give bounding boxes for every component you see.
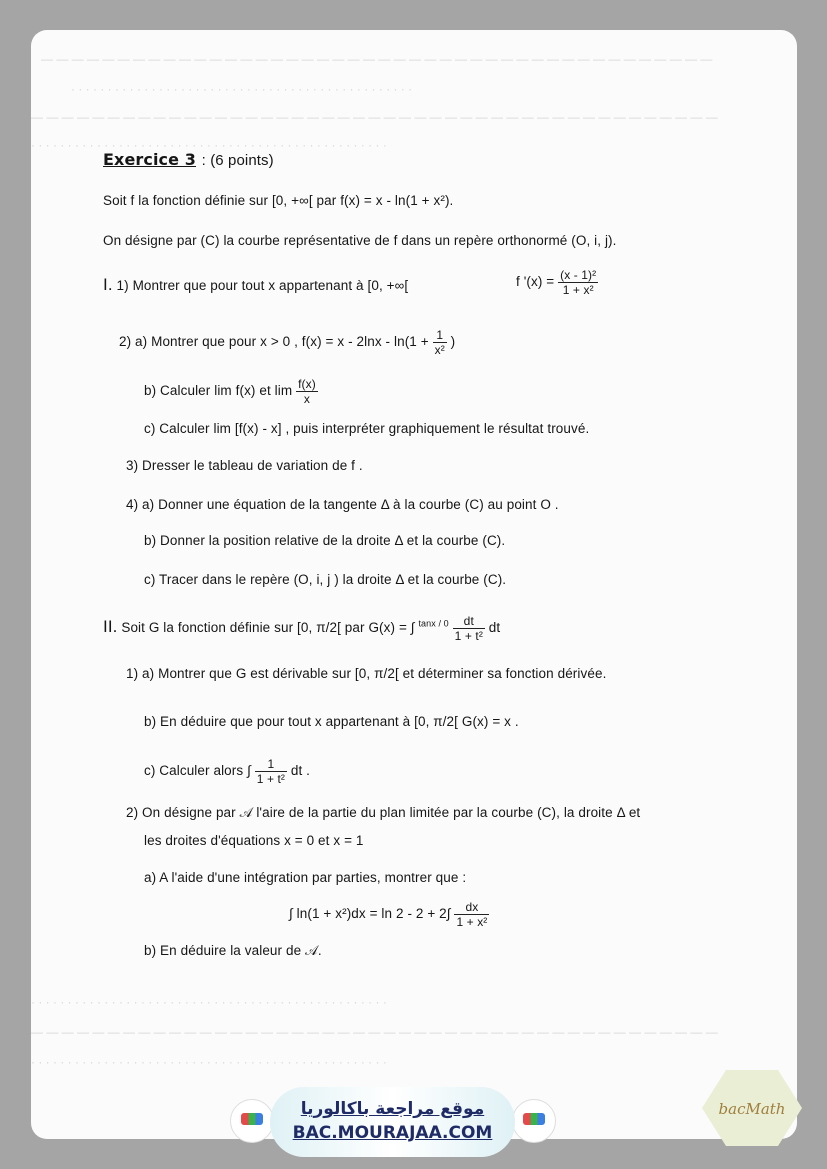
intro-1b: [0, +∞[ [271, 193, 313, 208]
ii-q1a-b: et déterminer sa fonction dérivée. [402, 666, 607, 681]
q4c: c) Tracer dans le repère (O, i, j ) la droite Δ et la courbe (C). [144, 572, 507, 587]
ii-q1b-b: G(x) = x . [461, 714, 519, 729]
ii-q2a-formula-text: ∫ ln(1 + x²)dx = ln 2 - 2 + 2∫ [289, 906, 451, 922]
q2a-text: 2) a) Montrer que pour x > 0 , f(x) = x - 2lnx - ln(1 + [119, 334, 429, 350]
part-i-roman: I. [103, 275, 113, 294]
part-ii-roman: II. [103, 617, 118, 637]
q2b-den: x [303, 392, 310, 406]
part-ii-den: 1 + t² [454, 629, 483, 643]
ii-q2-line1: 2) On désigne par 𝒜 l'aire de la partie du plan limitée par la courbe (C), la droite Δ et [126, 805, 641, 820]
q1-text: 1) Montrer que pour tout x appartenant à [0, +∞[ [116, 278, 409, 293]
exercise-points: : (6 points) [201, 152, 274, 169]
part-ii-fraction [453, 614, 485, 643]
q2a-den: x² [434, 343, 445, 357]
ii-q2-line2: les droites d'équations x = 0 et x = 1 [144, 833, 364, 848]
ii-q1c-b: dt . [290, 763, 311, 779]
left-logo-icon [230, 1099, 274, 1143]
part-i-q1 [103, 275, 408, 295]
q1-num: (x - 1)² [560, 268, 597, 282]
q2a-num: 1 [433, 328, 447, 343]
ii-q2b: b) En déduire la valeur de 𝒜. [144, 943, 322, 958]
ii-q2a-fraction [454, 900, 489, 929]
q2b [144, 377, 318, 406]
site-banner-url[interactable]: BAC.MOURAJAA.COM [292, 1123, 493, 1143]
q1-derivative [516, 268, 598, 297]
intro-line-2: On désigne par (C) la courbe représentative de f dans un repère orthonormé (O, i, j). [103, 233, 617, 248]
q2b-fraction [296, 377, 318, 406]
q2a-fraction [433, 328, 447, 357]
q2a [119, 328, 455, 357]
q2a-close: ) [450, 334, 456, 350]
ii-q1c-a: c) Calculer alors ∫ [144, 763, 251, 779]
part-ii-intro-a: Soit G la fonction définie sur [121, 620, 294, 636]
bacmath-badge-icon [700, 1068, 804, 1148]
ii-q1a [126, 666, 606, 681]
ii-q1a-a: 1) a) Montrer que G est dérivable sur [126, 666, 352, 681]
part-ii-num: dt [453, 614, 485, 629]
ii-q1b-a: b) En déduire que pour tout x appartenant à [144, 714, 411, 729]
q1-den: 1 + x² [562, 283, 594, 297]
part-ii-bounds: tanx / 0 [418, 618, 449, 629]
q1-fprime: f '(x) = [516, 274, 555, 290]
ii-q1a-interval: [0, π/2[ [354, 666, 399, 681]
ii-q1c [144, 757, 310, 786]
right-logo-icon [512, 1099, 556, 1143]
part-ii-interval: [0, π/2[ [297, 620, 341, 636]
ii-q2a-den: 1 + x² [456, 915, 488, 929]
ii-q2a-formula [289, 900, 489, 929]
q2c: c) Calculer lim [f(x) - x] , puis interpréter graphiquement le résultat trouvé. [144, 421, 590, 436]
q1-fraction [558, 268, 598, 297]
q4a: 4) a) Donner une équation de la tangente Δ à la courbe (C) au point O . [126, 497, 559, 512]
exercise-title-label: Exercice 3 [103, 150, 196, 169]
part-ii-intro-b: par G(x) = ∫ [344, 620, 415, 636]
intro-1a: Soit f la fonction définie sur [103, 193, 269, 208]
q3: 3) Dresser le tableau de variation de f . [126, 458, 363, 473]
q2b-text: b) Calculer lim f(x) et lim [144, 383, 293, 399]
ii-q1c-fraction [255, 757, 287, 786]
site-banner[interactable] [270, 1087, 515, 1157]
part-ii-dt: dt [488, 620, 501, 636]
ii-q1c-num: 1 [255, 757, 287, 772]
exercise-title [103, 150, 274, 169]
ii-q2a-num: dx [454, 900, 489, 915]
intro-1c: par f(x) = x - ln(1 + x²). [316, 193, 454, 208]
site-banner-arabic: موقع مراجعة باكالوريا [300, 1099, 485, 1119]
ii-q1b-interval: [0, π/2[ [414, 714, 458, 729]
bacmath-badge-text: bacMath [718, 1100, 786, 1118]
scanned-page: — — — — — — — — — — — — — — — — — — — — — — — — — — — — — — — — — — — — — — — — — — — — · · · · · · · · · · · · · · · · · · · · · · · · · · · · · · · · · · · · · · · · · · · · · · · — — — — — — — — — — — — — — — — — — — — — — — — — — — — — — — — — — — — — — — — — — — — — · · · · · · · · · · · · · · · · · · · · · · · · · · · · · · · · · · · · · · · · · · · · · · · · · Exercice 3 : (6 points) Soit f la fonction définie sur [0, +∞[ par f(x) = x - ln(1 + x²). On désigne par (C) la courbe représentative de f dans un repère orthonormé (O, i, j). I. 1) Montrer que pour tout x appartenant à [0, +∞[ f '(x) = $\frac{\text{(x - 1)²}}{\text{1 + x²}}$ 2) a) Montrer que pour x > 0 , f(x) = x - 2lnx - ln(1 + $\frac{1}{\text{x²}}$ ) b) Calculer lim f(x) et lim $\frac{f(x)}{x}$ c) Calculer lim [f(x) - x] , puis interpréter graphiquement le résultat trouvé. 3) Dresser le tableau de variation de f . 4) a) Donner une équation de la tangente Δ à la courbe (C) au point O . b) Donner la position relative de la droite Δ et la courbe (C). c) Tracer dans le repère (O, i, j ) la droite Δ et la courbe (C). II. Soit G la fonction définie sur [0, π/2[ par G(x) = ∫ $^{tanx / 0}$ $\frac{dt}{\text{1 + t²}}$ dt 1) a) Montrer que G est dérivable sur [0, π/2[ et déterminer sa fonction dérivée. b) En déduire que pour tout x appartenant à [0, π/2[ G(x) = x . c) Calculer alors ∫ $\frac{1}{\text{1 + t²}}$ dt . 2) On désigne par 𝒜 l'aire de la partie du plan limitée par la courbe (C), la droite Δ et les droites d'équations x = 0 et x = 1 a) A l'aide d'une intégration par parties, montrer que : ∫ ln(1 + x²)dx = ln 2 - 2 + 2∫ $\frac{dx}{\text{1 + x²}}$ b) En déduire la valeur de 𝒜. · · · · · · · · · · · · · · · · · · · · · · · · · · · · · · · · · · · · · · · · · · · · · · · · · — — — — — — — — — — — — — — — — — — — — — — — — — — — — — — — — — — — — — — — — — — — — — · · · · · · · · · · · · · · · · · · · · · · · · · · · · · · · · · · · · · · · · · · · · · · · · · [31, 30, 797, 1139]
part-ii-intro [103, 614, 500, 643]
ii-q2a: a) A l'aide d'une intégration par parties, montrer que : [144, 870, 467, 885]
ii-q1c-den: 1 + t² [256, 772, 286, 786]
ii-q1b [144, 714, 519, 729]
q2b-num: f(x) [298, 377, 316, 391]
intro-line-1 [103, 193, 453, 208]
q4b: b) Donner la position relative de la droite Δ et la courbe (C). [144, 533, 506, 548]
